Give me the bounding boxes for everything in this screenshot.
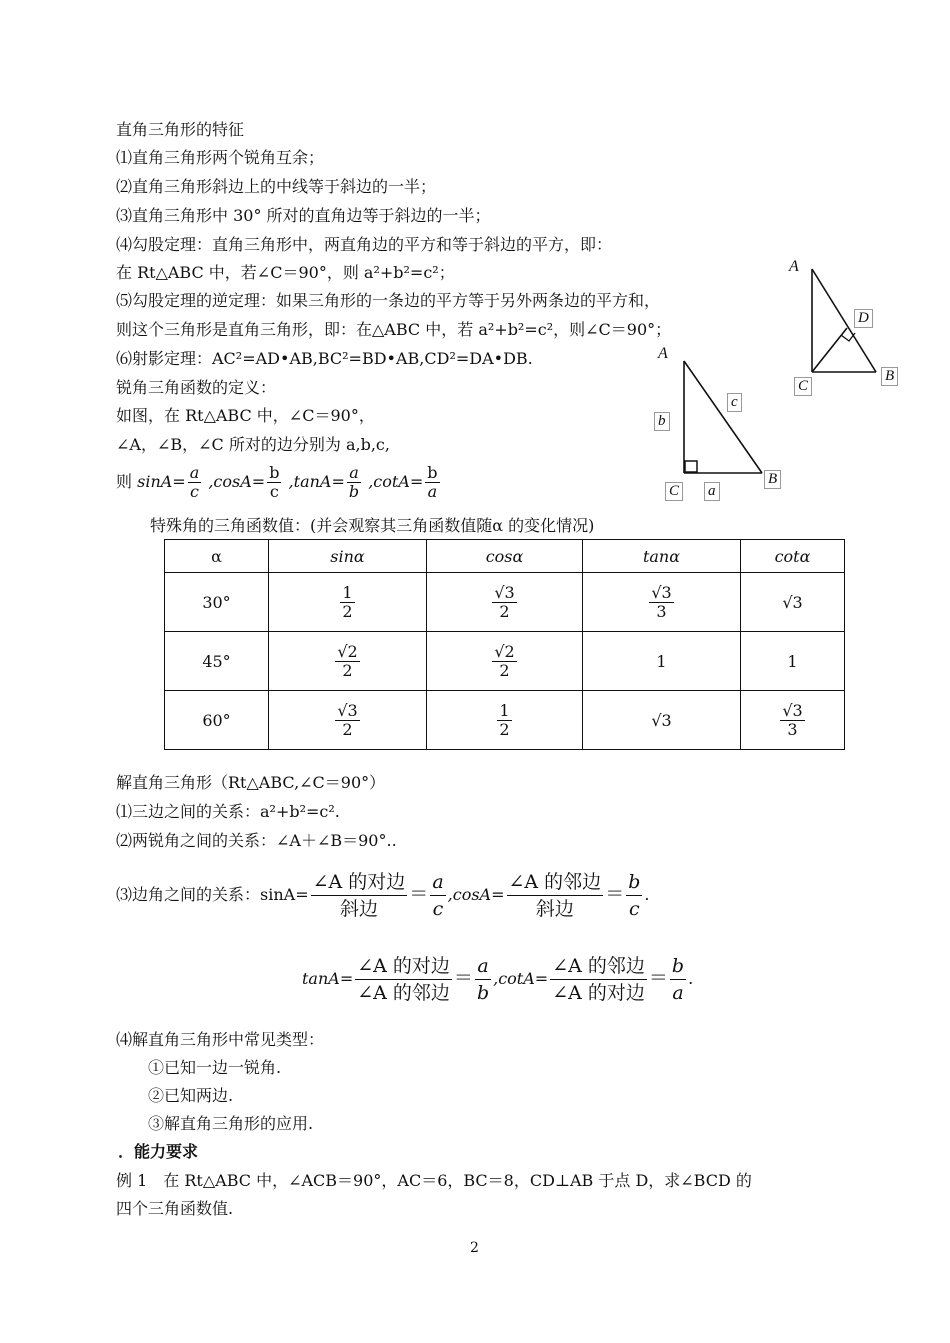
value-cell: $\frac{1}{2}$ xyxy=(269,573,427,632)
fig2-label-b-side: b xyxy=(654,412,670,431)
angle-cell: 30° xyxy=(165,573,269,632)
value-cell: $\frac{√2}{2}$ xyxy=(427,632,583,691)
fig1-label-d: D xyxy=(854,309,873,328)
fig1-label-c: C xyxy=(794,377,812,396)
value-cell: $\frac{1}{2}$ xyxy=(427,691,583,750)
def-line-2: ∠A，∠B，∠C 所对的边分别为 a,b,c, xyxy=(116,435,390,454)
fig2-label-c-side: c xyxy=(727,393,742,412)
def-heading: 锐角三角函数的定义： xyxy=(116,378,277,397)
page-number: 2 xyxy=(470,1240,479,1256)
fig1-label-b: B xyxy=(881,367,898,386)
angle-cell: 45° xyxy=(165,632,269,691)
value-cell: $\frac{√3}{3}$ xyxy=(583,573,741,632)
solve-relation-2: ⑵两锐角之间的关系：∠A＋∠B＝90°.. xyxy=(116,831,397,850)
value-cell: $\frac{√2}{2}$ xyxy=(269,632,427,691)
header-tan: tanα xyxy=(583,540,741,573)
special-heading: 特殊角的三角函数值：(并会观察其三角函数值随α 的变化情况) xyxy=(150,516,595,535)
fig2-label-b: B xyxy=(764,470,781,489)
feature-5: ⑸勾股定理的逆定理：如果三角形的一条边的平方等于另外两条边的平方和， xyxy=(116,291,661,310)
angle-cell: 60° xyxy=(165,691,269,750)
feature-6: ⑹射影定理：AC²=AD•AB,BC²=BD•AB,CD²=DA•DB. xyxy=(116,349,533,368)
solve-relation-3-tan-cot: tanA= $\frac{\text{∠A 的对边}}{\text{∠A 的邻边}}$ ＝ $\frac{a}{b}$ ,cotA= $\frac{\text{∠A 的邻边}}{\text{∠A 的对边}}$ ＝ $\frac{b}{a}$ . xyxy=(302,955,694,1004)
feature-2: ⑵直角三角形斜边上的中线等于斜边的一半； xyxy=(116,177,437,196)
solve-relation-1: ⑴三边之间的关系：a²+b²=c². xyxy=(116,802,340,821)
def-formula: 则 sinA= $\frac{a}{c}$ ,cosA= $\frac{b}{c}$ ,tanA= $\frac{a}{b}$ ,cotA= $\frac{b}{a}$ xyxy=(116,463,438,501)
table-row xyxy=(165,691,845,750)
value-cell: 1 xyxy=(583,632,741,691)
sin-fraction: $\frac{a}{c}$ xyxy=(189,463,200,501)
fig2-label-a-side: a xyxy=(704,482,720,501)
type-3: ③解直角三角形的应用. xyxy=(148,1114,314,1133)
def-line-1: 如图，在 Rt△ABC 中，∠C＝90°， xyxy=(116,406,375,425)
feature-4: ⑷勾股定理：直角三角形中，两直角边的平方和等于斜边的平方，即： xyxy=(116,235,613,254)
cot-fraction: $\frac{b}{a}$ xyxy=(427,463,438,501)
table-row xyxy=(165,573,845,632)
fig2-label-c: C xyxy=(665,482,683,501)
feature-4-formula: 在 Rt△ABC 中，若∠C＝90°，则 a²+b²=c²； xyxy=(116,263,455,282)
header-cot: cotα xyxy=(741,540,845,573)
solve-relation-4: ⑷解直角三角形中常见类型： xyxy=(116,1030,325,1049)
header-sin: sinα xyxy=(269,540,427,573)
table-row xyxy=(165,632,845,691)
value-cell: $\frac{√3}{2}$ xyxy=(427,573,583,632)
solve-relation-3: ⑶边角之间的关系：sinA= $\frac{\text{∠A 的对边}}{\text{斜边}}$ ＝ $\frac{a}{c}$ ,cosA= $\frac{\text{∠A 的邻边}}{\text{斜边}}$ ＝ $\frac{b}{c}$ . xyxy=(116,871,650,920)
feature-3: ⑶直角三角形中 30° 所对的直角边等于斜边的一半； xyxy=(116,206,491,225)
special-angle-table xyxy=(164,539,845,750)
feature-1: ⑴直角三角形两个锐角互余； xyxy=(116,148,325,167)
value-cell: √3 xyxy=(583,691,741,750)
feature-5-cont: 则这个三角形是直角三角形，即：在△ABC 中，若 a²+b²=c²，则∠C＝90°； xyxy=(116,320,672,339)
cos-fraction: $\frac{b}{c}$ xyxy=(269,463,280,501)
value-cell: 1 xyxy=(741,632,845,691)
value-cell: $\frac{√3}{2}$ xyxy=(269,691,427,750)
value-cell: √3 xyxy=(741,573,845,632)
example-1: 例 1 在 Rt△ABC 中，∠ACB＝90°，AC＝6，BC＝8，CD⊥AB 于点 D，求∠BCD 的 xyxy=(116,1171,752,1190)
fig2-label-a: A xyxy=(658,345,668,362)
ability-heading: ．能力要求 xyxy=(118,1142,199,1161)
type-1: ①已知一边一锐角. xyxy=(148,1058,282,1077)
header-alpha: α xyxy=(165,540,269,573)
tan-fraction: $\frac{a}{b}$ xyxy=(348,463,360,501)
fig1-label-a: A xyxy=(789,258,799,275)
header-cos: cosα xyxy=(427,540,583,573)
solve-heading: 解直角三角形（Rt△ABC,∠C＝90°） xyxy=(116,773,386,792)
value-cell: $\frac{√3}{3}$ xyxy=(741,691,845,750)
type-2: ②已知两边. xyxy=(148,1086,234,1105)
example-1-cont: 四个三角函数值. xyxy=(116,1199,234,1218)
heading: 直角三角形的特征 xyxy=(116,120,245,139)
